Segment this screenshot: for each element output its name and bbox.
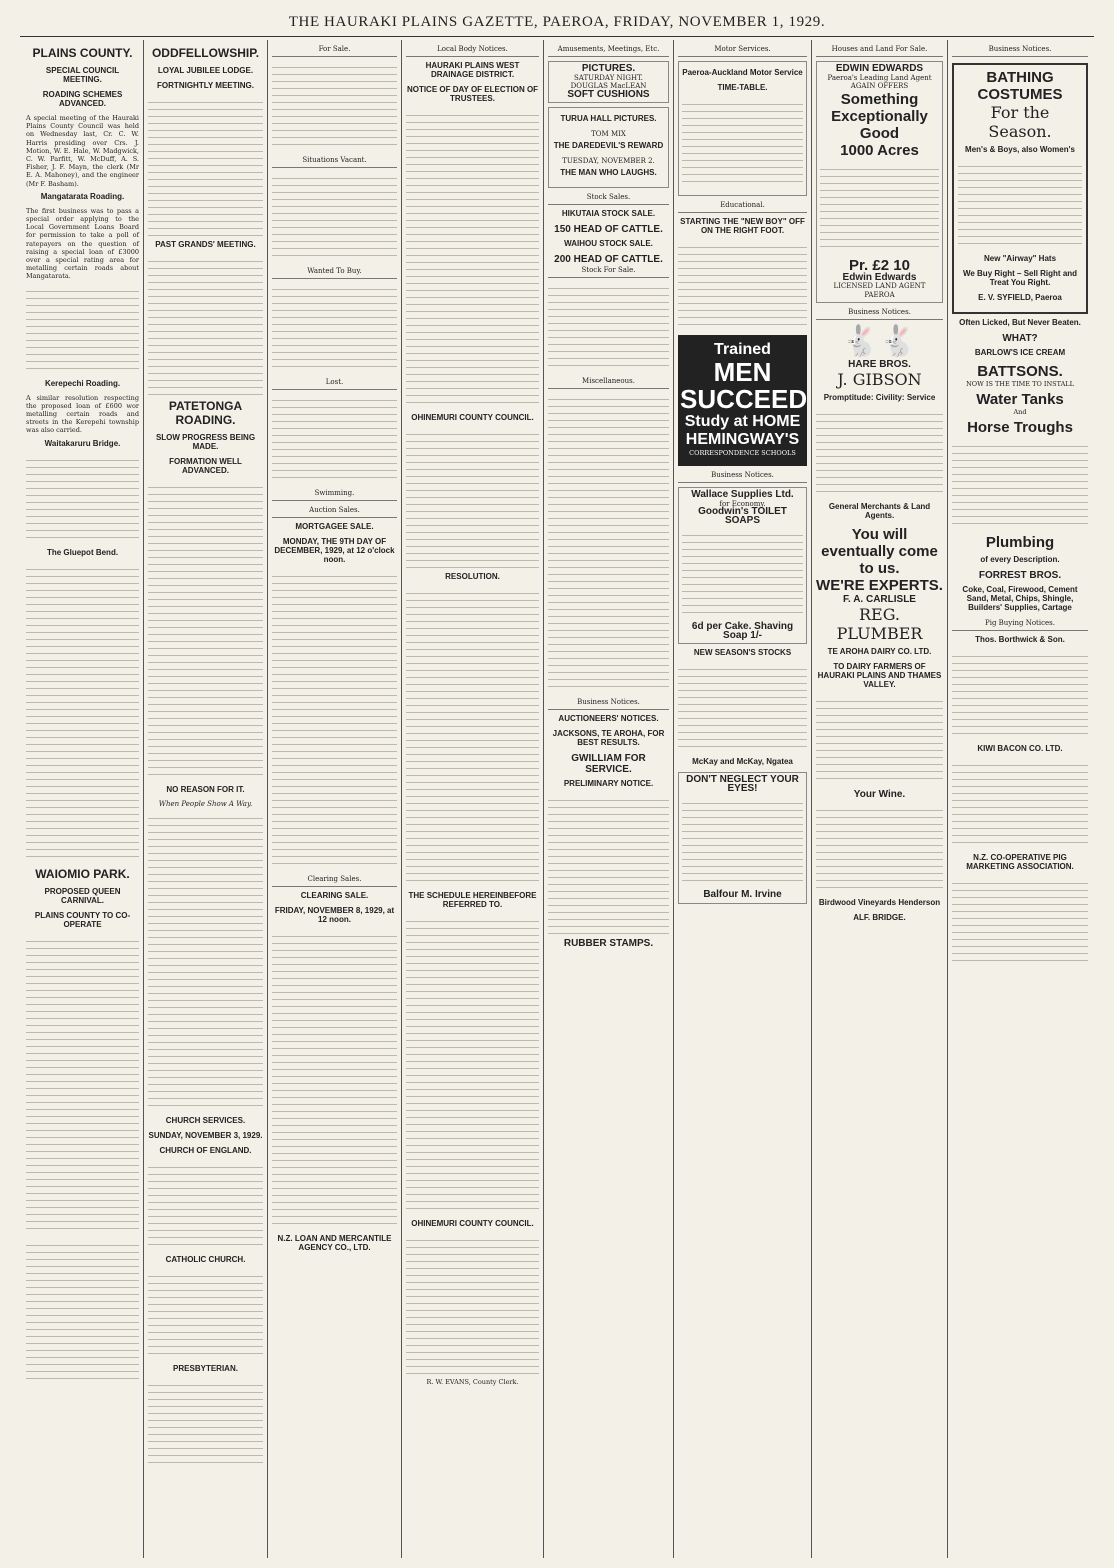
wine-heading: Your Wine. (853, 789, 906, 800)
service-times (148, 1161, 263, 1251)
water-tanks: Water Tanks (976, 391, 1064, 409)
business-section-3: Business Notices. (816, 307, 943, 320)
article-text-block (148, 255, 263, 395)
amusements-section: Amusements, Meetings, Etc. (548, 44, 669, 57)
hare-bros: HARE BROS. (848, 359, 911, 370)
mortgagee-date: MONDAY, THE 9TH DAY OF DECEMBER, 1929, at 12 o'clock noon. (274, 537, 395, 564)
misc-section: Miscellaneous. (548, 376, 669, 389)
waiomio-title: WAIOMIO PARK. (35, 866, 130, 881)
mckay-footer: McKay and McKay, Ngatea (692, 757, 793, 767)
masthead: THE HAURAKI PLAINS GAZETTE, PAEROA, FRIDAY, NOVEMBER 1, 1929. (288, 14, 826, 30)
barlow-heading: BARLOW'S ICE CREAM (974, 348, 1066, 357)
county-clerk-signature: R. W. EVANS, County Clerk. (426, 1378, 519, 1386)
borthwick-heading: Thos. Borthwick & Son. (975, 635, 1065, 645)
nz-coop-heading: N.Z. CO-OPERATIVE PIG MARKETING ASSOCIATION. (966, 853, 1074, 872)
coe-heading: CHURCH OF ENGLAND. (159, 1146, 252, 1155)
article-text-block (148, 481, 263, 781)
hikutaia-heading: HIKUTAIA STOCK SALE. (561, 208, 656, 218)
auctioneers-heading: AUCTIONEERS' NOTICES. (558, 713, 659, 723)
article-text-block (26, 454, 139, 544)
article-text-block (406, 428, 539, 568)
motor-section: Motor Services. (678, 44, 807, 57)
clearing-date: FRIDAY, NOVEMBER 8, 1929, at 12 noon. (274, 906, 395, 924)
gluepot-heading: The Gluepot Bend. (46, 547, 119, 557)
article-text-block (548, 794, 669, 934)
no-reason-heading: NO REASON FOR IT. (166, 785, 245, 794)
service-times (148, 1270, 263, 1360)
schedule-heading: THE SCHEDULE HEREINBEFORE REFERRED TO. (408, 891, 537, 909)
forrest-heading: FORREST BROS. (978, 570, 1062, 582)
people-show-heading: When People Show A Way. (158, 800, 253, 808)
stock-sales-section: Stock Sales. (548, 192, 669, 205)
article-text-block (816, 804, 943, 894)
waitakaruru-heading: Waitakaruru Bridge. (44, 438, 121, 448)
head-200: 200 HEAD OF CATTLE. (554, 253, 663, 265)
experts-heading: WE'RE EXPERTS. (816, 577, 943, 594)
turua-ad: TURUA HALL PICTURES. TOM MIX THE DAREDEVIL'S REWARD TUESDAY, NOVEMBER 2. THE MAN WHO LAUGHS. (548, 107, 669, 188)
cooperate-heading: PLAINS COUNTY TO CO-OPERATE (34, 910, 131, 929)
article-text-block (26, 563, 139, 863)
article-text-block (958, 160, 1082, 250)
timetable-text (682, 98, 803, 188)
columns (22, 40, 1092, 1558)
drainage-heading: HAURAKI PLAINS WEST DRAINAGE DISTRICT. (425, 61, 520, 79)
houses-section: Houses and Land For Sale. (816, 44, 943, 57)
pictures-ad: PICTURES. SATURDAY NIGHT. DOUGLAS MacLEAN SOFT CUSHIONS (548, 61, 669, 103)
article-text-block (148, 96, 263, 236)
preliminary-notice: PRELIMINARY NOTICE. (563, 778, 654, 788)
eyes-ad: DON'T NEGLECT YOUR EYES! Balfour M. Irvine (678, 772, 807, 904)
waihou-heading: WAIHOU STOCK SALE. (564, 238, 653, 248)
patetonga-title: PATETONGA ROADING. (168, 399, 243, 427)
nz-loan-footer: N.Z. LOAN AND MERCANTILE AGENCY CO., LTD. (277, 1234, 392, 1252)
paragraph-1: A special meeting of the Hauraki Plains County Council was held on Wednesday last, Cr. C. W. Harris presiding over Crs. J. Motion, W. E. Hale, W. Madgwick, C. W. Parfitt, W. McDuff, A. S. Fisher, J. F. Mayn, the clerk (Mr E. A. Mahoney), and the engineer (Mr F. Basham). (26, 114, 139, 188)
rabbit-icon: 🐇🐇 (842, 324, 917, 359)
masthead-rule (20, 36, 1094, 37)
clearing-heading: CLEARING SALE. (300, 891, 369, 900)
syfield-ad: BATHING COSTUMES For the Season. Men's & Boys, also Women's New "Airway" Hats We Buy Right – Sell Right and Treat You Right. E. V. SYFIELD, Paeroa (952, 63, 1088, 314)
licked-heading: Often Licked, But Never Beaten. (959, 318, 1081, 327)
classified-ads (272, 394, 397, 484)
classified-ads (272, 283, 397, 373)
ohinemuri-heading: OHINEMURI COUNTY COUNCIL. (411, 413, 534, 422)
article-text-block (952, 440, 1088, 530)
kerepechi-heading: Kerepechi Roading. (44, 378, 121, 388)
article-text-block (952, 759, 1088, 849)
educational-section: Educational. (678, 200, 807, 213)
situations-section: Situations Vacant. (272, 155, 397, 168)
motor-ad: Paeroa-Auckland Motor Service TIME-TABLE. (678, 61, 807, 196)
and-label: And (1013, 408, 1027, 417)
article-text-block (816, 695, 943, 785)
column-houses-land (812, 40, 948, 1558)
classified-ads (548, 393, 669, 693)
coke-coal: Coke, Coal, Firewood, Cement Sand, Metal, Chips, Shingle, Builders' Supplies, Cartage (962, 585, 1078, 613)
article-text-block (820, 163, 939, 253)
article-text-block (272, 930, 397, 1230)
service-times (148, 1379, 263, 1469)
presbyterian-heading: PRESBYTERIAN. (173, 1364, 238, 1373)
paragraph-2: The first business was to pass a special order applying to the Local Government Loans Board for permission to take a poll of ratepayers on the question of raising a special loan of £3000 over a special rating area for metalling certain roads about Mangatarata. (26, 206, 139, 281)
gwilliam-heading: GWILLIAM FOR SERVICE. (571, 752, 646, 775)
column-motor-services (674, 40, 812, 1558)
every-description: of every Description. (980, 555, 1060, 565)
edwards-ad: EDWIN EDWARDS Paeroa's Leading Land Agent AGAIN OFFERS Something Exceptionally Good 1000 Acres Pr. £2 10 Edwin Edwards LICENSED LAND AGENT PAEROA (816, 61, 943, 303)
formation-heading: FORMATION WELL ADVANCED. (169, 457, 242, 475)
business-section: Business Notices. (548, 697, 669, 710)
column-local-body (402, 40, 544, 1558)
article-text-block (952, 877, 1088, 967)
sunday-date: SUNDAY, NOVEMBER 3, 1929. (148, 1131, 263, 1140)
jubilee-lodge-heading: LOYAL JUBILEE LODGE. (157, 66, 254, 75)
wallace-ad: Wallace Supplies Ltd. for Economy. Goodwin's TOILET SOAPS 6d per Cake. Shaving Soap 1/- (678, 487, 807, 644)
fortnightly-heading: FORTNIGHTLY MEETING. (157, 81, 254, 90)
classified-ads (548, 282, 669, 372)
promptitude: Promptitude: Civility: Service (823, 393, 936, 402)
article-text-block (406, 109, 539, 409)
classified-ads (272, 172, 397, 262)
column-classifieds (268, 40, 402, 1558)
lost-section: Lost. (272, 377, 397, 390)
article-text-block (816, 408, 943, 498)
birdwood: Birdwood Vineyards Henderson (818, 898, 941, 907)
dairy-heading: TE AROHA DAIRY CO. LTD. (827, 647, 932, 656)
article-text-block (406, 587, 539, 887)
what-heading: WHAT? (1002, 333, 1038, 344)
article-text-block (952, 650, 1088, 740)
carlisle-name: F. A. CARLISLE (843, 594, 916, 605)
dairy-farmers: TO DAIRY FARMERS OF HAURAKI PLAINS AND THAMES VALLEY. (817, 662, 942, 689)
oddfellowship-title: ODDFELLOWSHIP. (151, 46, 260, 60)
pig-buying-section: Pig Buying Notices. (952, 618, 1088, 631)
stock-list (678, 663, 807, 753)
soap-list (682, 529, 803, 619)
horse-troughs: Horse Troughs (967, 419, 1073, 437)
resolution-heading: RESOLUTION. (445, 572, 500, 581)
ohinemuri-heading-2: OHINEMURI COUNTY COUNCIL. (411, 1219, 534, 1228)
swimming-section: Swimming. (272, 488, 397, 501)
column-plains-county (22, 40, 144, 1558)
plumbing-heading: Plumbing (985, 534, 1055, 552)
article-text-block (406, 1234, 539, 1374)
article-text-block (148, 812, 263, 1112)
wanted-section: Wanted To Buy. (272, 266, 397, 279)
eventually-heading: You will eventually come to us. (821, 526, 938, 577)
article-text-block (272, 570, 397, 870)
rubber-stamps-heading: RUBBER STAMPS. (563, 937, 654, 949)
classified-ads (272, 61, 397, 151)
church-services-heading: CHURCH SERVICES. (165, 1116, 246, 1125)
roading-schemes-heading: ROADING SCHEMES ADVANCED. (42, 90, 123, 108)
special-meeting-heading: SPECIAL COUNCIL MEETING. (45, 66, 120, 84)
column-business-notices (948, 40, 1092, 1558)
head-150: 150 HEAD OF CATTLE. (554, 223, 663, 235)
stock-for-sale-section: Stock For Sale. (548, 265, 669, 278)
clearing-section: Clearing Sales. (272, 874, 397, 887)
mangatarata-heading: Mangatarata Roading. (40, 191, 125, 201)
paragraph-3: A similar resolution respecting the proposed loan of £600 wor metalling certain roads and streets in the Kerepehi township was also carried. (26, 393, 139, 435)
new-boy-heading: STARTING THE "NEW BOY" OFF ON THE RIGHT FOOT. (680, 217, 805, 235)
jacksons-heading: JACKSONS, TE AROHA, FOR BEST RESULTS. (552, 728, 665, 747)
general-merchants: General Merchants & Land Agents. (828, 502, 931, 520)
slow-progress-heading: SLOW PROGRESS BEING MADE. (155, 433, 256, 451)
business-section-4: Business Notices. (952, 44, 1088, 57)
local-body-section: Local Body Notices. (406, 44, 539, 57)
gibson: J. GIBSON (837, 370, 922, 389)
hemingway-ad: Trained MEN SUCCEED Study at HOME HEMINGWAY'S CORRESPONDENCE SCHOOLS (678, 335, 807, 466)
column-amusements (544, 40, 674, 1558)
new-season-heading: NEW SEASON'S STOCKS (693, 648, 792, 658)
queen-carnival-heading: PROPOSED QUEEN CARNIVAL. (44, 886, 121, 905)
catholic-heading: CATHOLIC CHURCH. (165, 1255, 246, 1264)
alf-bridge: ALF. BRIDGE. (853, 913, 906, 922)
column-oddfellowship (144, 40, 268, 1558)
election-notice: NOTICE OF DAY OF ELECTION OF TRUSTEES. (406, 85, 539, 103)
kiwi-heading: KIWI BACON CO. LTD. (977, 744, 1063, 754)
article-text-block (26, 285, 139, 375)
business-section-2: Business Notices. (678, 470, 807, 483)
article-text-block (406, 915, 539, 1215)
auction-section: Auction Sales. (272, 505, 397, 518)
plains-county-title: PLAINS COUNTY. (32, 46, 133, 60)
time-to-install: NOW IS THE TIME TO INSTALL (966, 380, 1074, 388)
for-sale-section: For Sale. (272, 44, 397, 57)
article-text-block (26, 1239, 139, 1379)
mortgagee-heading: MORTGAGEE SALE. (295, 522, 374, 531)
article-text-block (678, 241, 807, 331)
past-grands-heading: PAST GRANDS' MEETING. (155, 240, 256, 249)
battsons-heading: BATTSONS. (977, 363, 1063, 380)
article-text-block (682, 797, 803, 887)
article-text-block (26, 935, 139, 1235)
plumber-label: REG. PLUMBER (836, 605, 923, 643)
